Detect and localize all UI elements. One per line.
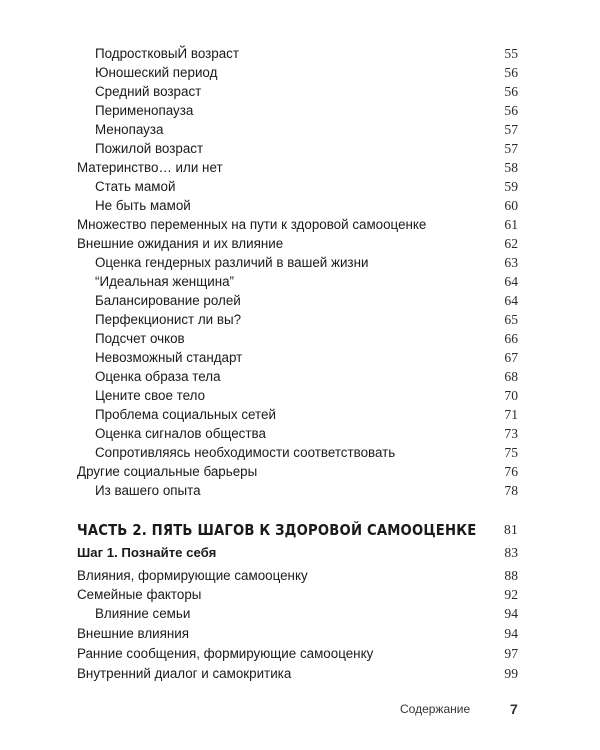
toc-entry: [95, 329, 518, 349]
toc-step-title: Шаг 1. Познайте себя: [77, 545, 217, 560]
toc-entry: [77, 158, 518, 178]
toc-entry-page: 56: [504, 84, 518, 99]
toc-entry: [95, 348, 518, 368]
toc-part-page: 81: [504, 522, 518, 537]
toc-entry-title: Пожилой возраст: [95, 141, 204, 156]
page-footer: [400, 700, 518, 718]
toc-entry: [95, 367, 518, 387]
toc-entry-title: Оценка образа тела: [95, 369, 221, 384]
toc-entry-title: Множество переменных на пути к здоровой самооценке: [77, 217, 427, 232]
toc-entry-title: Влияния, формирующие самооценку: [77, 568, 308, 583]
toc-entry-title: Материнство… или нет: [77, 160, 223, 175]
toc-entry: [95, 604, 518, 624]
toc-entry-title: Менопауза: [95, 122, 164, 137]
toc-entry: [95, 177, 518, 197]
toc-entry-page: 65: [504, 312, 518, 327]
toc-entry-title: “Идеальная женщина”: [95, 274, 234, 289]
toc-entry-page: 68: [504, 369, 518, 384]
toc-entry-title: Внешние ожидания и их влияние: [77, 236, 284, 251]
toc-entry-title: Перфекционист ли вы?: [95, 312, 242, 327]
toc-entry: [77, 462, 518, 482]
toc-entry-title: Средний возраст: [95, 84, 202, 99]
toc-entry: [95, 405, 518, 425]
toc-entry-page: 60: [504, 198, 518, 213]
toc-entry-page: 71: [504, 407, 518, 422]
toc-entry: [95, 424, 518, 444]
toc-entry: [95, 481, 518, 501]
toc-entry: [95, 101, 518, 121]
toc-entry-title: Перименопауза: [95, 103, 194, 118]
toc-entry: [95, 272, 518, 292]
toc-step-page: 83: [504, 545, 518, 560]
toc-entry-title: Подсчет очков: [95, 331, 185, 346]
toc-entry-page: 59: [504, 179, 518, 194]
toc-entry-page: 56: [504, 103, 518, 118]
toc-entry: [95, 82, 518, 102]
toc-entry-page: 56: [504, 65, 518, 80]
toc-entry-page: 61: [504, 217, 518, 232]
toc-entry-page: 78: [504, 483, 518, 498]
toc-entry-page: 88: [504, 568, 518, 583]
toc-entry-page: 64: [504, 274, 518, 289]
toc-entry-page: 73: [504, 426, 518, 441]
toc-entry: [95, 139, 518, 159]
toc-entry-title: Не быть мамой: [95, 198, 191, 213]
toc-entry-title: Юношеский период: [95, 65, 218, 80]
toc-entry-page: 70: [504, 388, 518, 403]
toc-entry-title: Оценка сигналов общества: [95, 426, 266, 441]
toc-entry-title: Оценка гендерных различий в вашей жизни: [95, 255, 369, 270]
toc-entry: [77, 215, 518, 235]
toc-entry-page: 94: [504, 626, 518, 641]
toc-entry: [95, 120, 518, 140]
toc-entry-page: 62: [504, 236, 518, 251]
toc-entry-page: 58: [504, 160, 518, 175]
toc-entry-title: Проблема социальных сетей: [95, 407, 276, 422]
toc-entry: [77, 664, 518, 684]
toc-entry-page: 57: [504, 141, 518, 156]
toc-entry-page: 76: [504, 464, 518, 479]
toc-entry-page: 55: [504, 46, 518, 61]
toc-entry-title: Балансирование ролей: [95, 293, 241, 308]
footer-section-label: Содержание: [400, 702, 471, 716]
toc-entry-title: Сопротивляясь необходимости соответствовать: [95, 445, 396, 460]
toc-entry: [95, 44, 518, 64]
toc-entry: [77, 566, 518, 586]
toc-entry: [95, 291, 518, 311]
toc-entry-title: Стать мамой: [95, 179, 176, 194]
toc-entry-page: 57: [504, 122, 518, 137]
toc-entry-title: ПодростковыЙ возраст: [95, 46, 239, 61]
page-number: 7: [510, 701, 518, 717]
toc-entry-page: 67: [504, 350, 518, 365]
toc-entry-title: Семейные факторы: [77, 587, 202, 602]
toc-entry-title: Невозможный стандарт: [95, 350, 243, 365]
toc-entry: [95, 443, 518, 463]
toc-entry: [95, 196, 518, 216]
toc-entry-title: Из вашего опыта: [95, 483, 201, 498]
toc-entry-title: Ранние сообщения, формирующие самооценку: [77, 646, 374, 661]
toc-entry: [95, 310, 518, 330]
toc-part-heading: [77, 518, 518, 542]
toc-entry-title: Внешние влияния: [77, 626, 190, 641]
toc-entry-page: 63: [504, 255, 518, 270]
toc-entry-title: Влияние семьи: [95, 606, 191, 621]
toc-entry-title: Внутренний диалог и самокритика: [77, 666, 292, 681]
toc-entry: [77, 644, 518, 664]
toc-entry-page: 64: [504, 293, 518, 308]
toc-entry-title: Цените свое тело: [95, 388, 206, 403]
toc-entry: [77, 234, 518, 254]
toc-entry: [95, 386, 518, 406]
toc-entry-title: Другие социальные барьеры: [77, 464, 258, 479]
toc-entry: [95, 253, 518, 273]
toc-entry-page: 97: [504, 646, 518, 661]
toc-entry-page: 99: [504, 666, 518, 681]
toc-entry: [95, 63, 518, 83]
toc-entry-page: 94: [504, 606, 518, 621]
toc-part-title: ЧАСТЬ 2. ПЯТЬ ШАГОВ К ЗДОРОВОЙ САМООЦЕНКЕ: [77, 521, 477, 539]
toc-entry: [77, 585, 518, 605]
toc-step-heading: [77, 543, 518, 563]
toc-entry-page: 92: [504, 587, 518, 602]
toc-entry-page: 66: [504, 331, 518, 346]
toc-entry: [77, 624, 518, 644]
toc-entry-page: 75: [504, 445, 518, 460]
